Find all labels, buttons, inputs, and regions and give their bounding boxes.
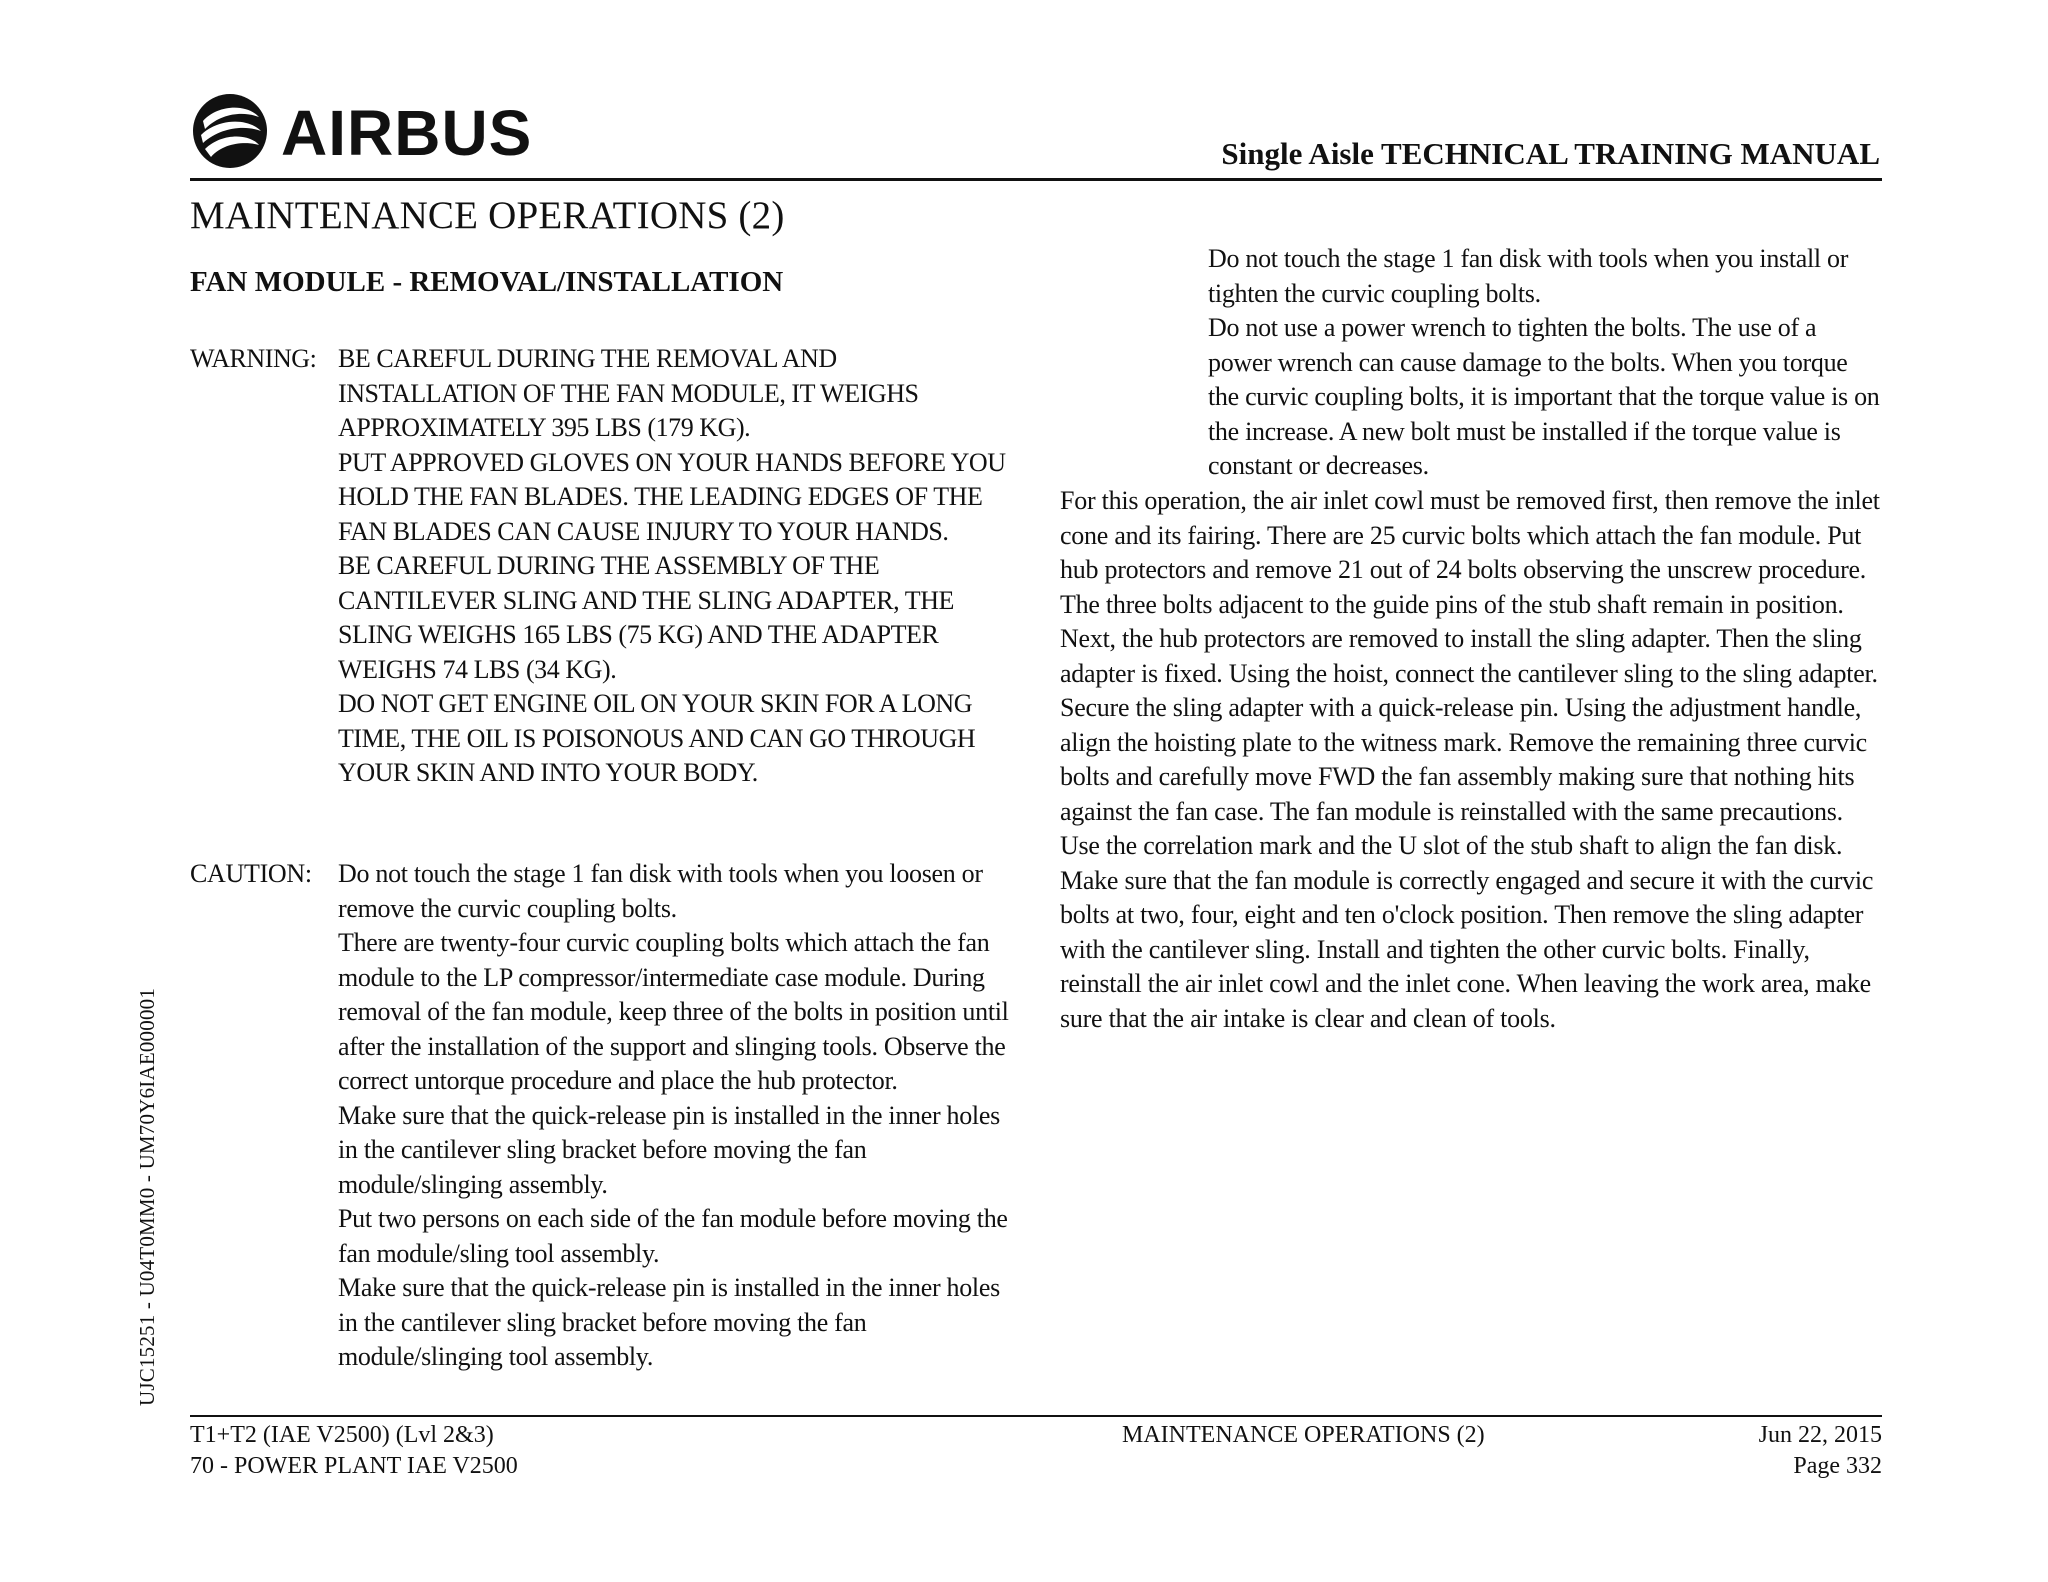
- footer-left: [190, 1420, 518, 1482]
- side-document-id: UJC15251 - U04T0MM0 - UM70Y6IAE000001: [135, 987, 159, 1406]
- svg-text:AIRBUS: AIRBUS: [281, 97, 533, 169]
- footer-topic: MAINTENANCE OPERATIONS (2): [1122, 1422, 1485, 1448]
- warning-paragraph: BE CAREFUL DURING THE ASSEMBLY OF THE CANTILEVER SLING AND THE SLING ADAPTER, THE SLING WEIGHS 165 LBS (75 KG) AND THE ADAPTER WEIGHS 74 LBS (34 KG).: [338, 551, 954, 684]
- footer-rule: [190, 1415, 1882, 1417]
- warning-paragraph: BE CAREFUL DURING THE REMOVAL AND INSTALLATION OF THE FAN MODULE, IT WEIGHS APPROXIMATELY 395 LBS (179 KG).: [338, 344, 919, 442]
- footer-right: [1759, 1420, 1882, 1482]
- caution-continued-paragraph: Do not touch the stage 1 fan disk with tools when you install or tighten the curvic coupling bolts.: [1208, 244, 1849, 308]
- warning-body: [338, 342, 1020, 791]
- footer-date: Jun 22, 2015: [1758, 1422, 1882, 1448]
- warning-label: WARNING:: [190, 344, 317, 373]
- caution-body: [338, 857, 1020, 1375]
- manual-title: Single Aisle TECHNICAL TRAINING MANUAL: [1221, 136, 1880, 171]
- warning-paragraph: DO NOT GET ENGINE OIL ON YOUR SKIN FOR A LONG TIME, THE OIL IS POISONOUS AND CAN GO THROUGH YOUR SKIN AND INTO YOUR BODY.: [338, 689, 976, 787]
- caution-paragraph: Do not touch the stage 1 fan disk with tools when you loosen or remove the curvic coupling bolts.: [338, 859, 983, 923]
- footer-chapter: 70 - POWER PLANT IAE V2500: [190, 1453, 518, 1479]
- header-rule: [190, 178, 1882, 181]
- caution-paragraph: Put two persons on each side of the fan module before moving the fan module/sling tool assembly.: [338, 1204, 1008, 1268]
- caution-paragraph: Make sure that the quick-release pin is installed in the inner holes in the cantilever sling bracket before moving the fan module/slinging tool assembly.: [338, 1273, 1000, 1371]
- footer-course: T1+T2 (IAE V2500) (Lvl 2&3): [190, 1422, 494, 1448]
- section-title: FAN MODULE - REMOVAL/INSTALLATION: [190, 266, 784, 298]
- airbus-logo: [191, 91, 541, 171]
- footer-page-number: Page 332: [1793, 1453, 1882, 1479]
- warning-block: [190, 342, 1020, 791]
- caution-continued: [1208, 242, 1884, 484]
- caution-block: [190, 857, 1020, 1375]
- procedure-paragraph: For this operation, the air inlet cowl must be removed first, then remove the inlet cone and its fairing. There are 25 curvic bolts which attach the fan module. Put hub protectors and remove 21 out of 24 bolts observing the unscrew procedure. The three bolts adjacent to the guide pins of the stub shaft remain in position. Next, the hub protectors are removed to install the sling adapter. Then the sling adapter is fixed. Using the hoist, connect the cantilever sling to the sling adapter. Secure the sling adapter with a quick-release pin. Using the adjustment handle, align the hoisting plate to the witness mark. Remove the remaining three curvic bolts and carefully move FWD the fan assembly making sure that nothing hits against the fan case. The fan module is reinstalled with the same precautions. Use the correlation mark and the U slot of the stub shaft to align the fan disk. Make sure that the fan module is correctly engaged and secure it with the curvic bolts at two, four, eight and ten o'clock position. Then remove the sling adapter with the cantilever sling. Install and tighten the other curvic bolts. Finally, reinstall the air inlet cowl and the inlet cone. When leaving the work area, make sure that the air intake is clear and clean of tools.: [1060, 486, 1880, 1033]
- page-title: MAINTENANCE OPERATIONS (2): [190, 194, 785, 237]
- warning-paragraph: PUT APPROVED GLOVES ON YOUR HANDS BEFORE YOU HOLD THE FAN BLADES. THE LEADING EDGES OF THE FAN BLADES CAN CAUSE INJURY TO YOUR HANDS.: [338, 447, 1006, 546]
- caution-continued-paragraph: Do not use a power wrench to tighten the bolts. The use of a power wrench can cause damage to the bolts. When you torque the curvic coupling bolts, it is important that the torque value is on the increase. A new bolt must be installed if the torque value is constant or decreases.: [1208, 313, 1880, 480]
- airbus-swirl-icon: [193, 94, 267, 168]
- caution-paragraph: There are twenty-four curvic coupling bolts which attach the fan module to the LP compressor/intermediate case module. During removal of the fan module, keep three of the bolts in position until after the installation of the support and slinging tools. Observe the correct untorque procedure and place the hub protector.: [338, 928, 1009, 1095]
- caution-paragraph: Make sure that the quick-release pin is installed in the inner holes in the cantilever sling bracket before moving the fan module/slinging assembly.: [338, 1100, 1000, 1199]
- caution-label: CAUTION:: [190, 859, 312, 888]
